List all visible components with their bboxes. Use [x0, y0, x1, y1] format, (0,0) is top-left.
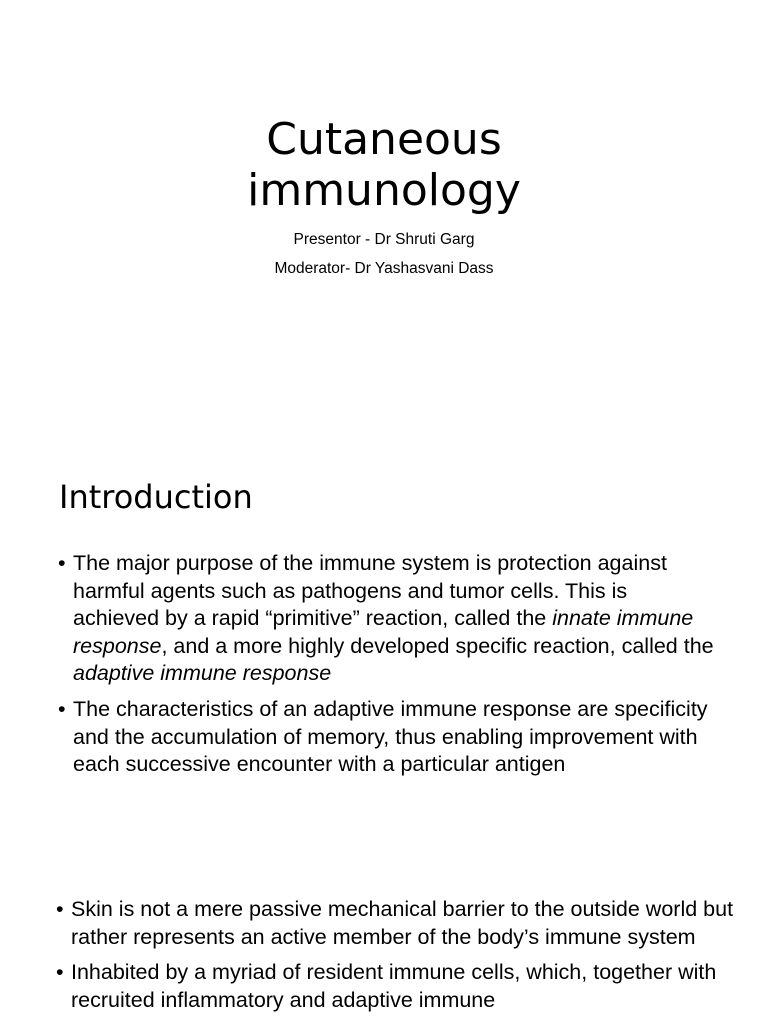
bullet-text-part: The major purpose of the immune system is protection against harmful agents such as pathogens and tumor cells. This is achieved by a rapid “primitive” reaction, called the — [73, 551, 667, 631]
skin-immunity-slide — [0, 880, 768, 1024]
bullet-text: Inhabited by a myriad of resident immune cells, which, together with recruited inflammatory and adaptive immune — [71, 960, 717, 1012]
bullet-marker: • — [58, 696, 66, 721]
introduction-slide — [0, 440, 768, 860]
bullet-list — [58, 550, 718, 787]
title-line-1: Cutaneous — [266, 114, 502, 165]
title-line-2: immunology — [247, 165, 521, 216]
bullet-text: Skin is not a mere passive mechanical barrier to the outside world but rather represents an active member of the body’s immune system — [71, 897, 734, 949]
emphasis-text: adaptive immune response — [73, 661, 332, 686]
list-item — [58, 550, 718, 688]
bullet-marker: • — [56, 897, 64, 921]
presentation-title — [0, 114, 768, 216]
list-item — [56, 959, 736, 1014]
bullet-text-part: , and a more highly developed specific reaction, called the — [161, 633, 714, 658]
bullet-marker: • — [56, 960, 64, 985]
bullet-list — [56, 896, 736, 1022]
list-item — [58, 696, 718, 779]
bullet-marker: • — [58, 551, 66, 575]
emphasis-text: innate immune response — [73, 606, 694, 658]
moderator-text: Moderator- Dr Yashasvani Dass — [274, 260, 494, 277]
title-slide — [0, 0, 768, 330]
presenter-text: Presentor - Dr Shruti Garg — [293, 231, 475, 248]
bullet-text: The characteristics of an adaptive immune response are specificity and the accumulation of memory, thus enabling improvement with each successive encounter with a particular antigen — [73, 696, 708, 777]
list-item — [56, 896, 736, 951]
slide-heading: Introduction — [59, 478, 253, 516]
